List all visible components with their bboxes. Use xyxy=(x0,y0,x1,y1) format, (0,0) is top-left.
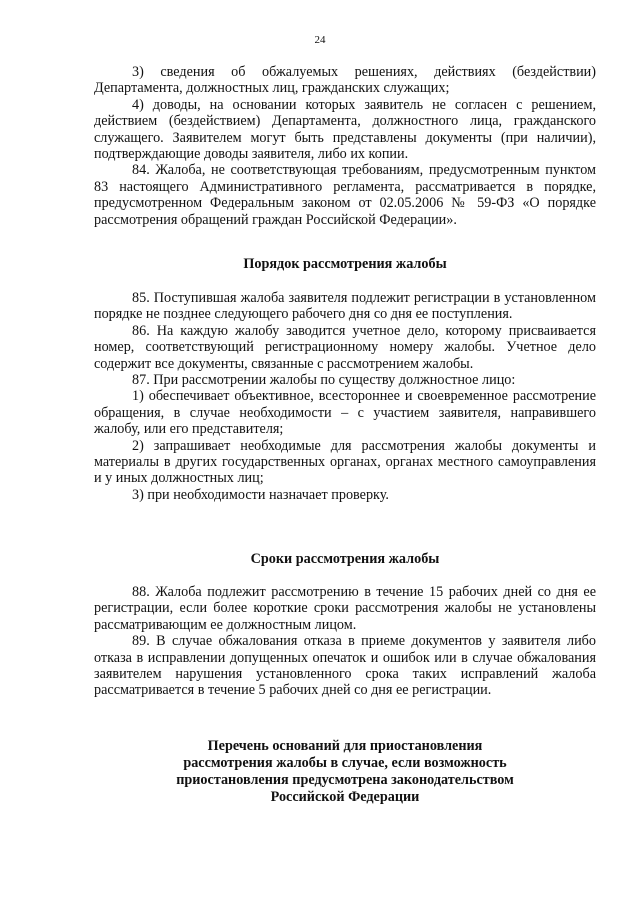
paragraph-86: 86. На каждую жалобу заводится учетное дело, которому присваивается номер, соответствующий регистрационному номеру жалобы. Учетное дело содержит все документы, связанные с рассмотрением жалобы. xyxy=(94,322,596,372)
paragraph-item-4: 4) доводы, на основании которых заявитель не согласен с решением, действием (бездействием) Департамента, должностного лица, гражданского служащего. Заявителем могут быть представлены документы (при наличии), подтверждающие доводы заявителя, либо их копии. xyxy=(94,96,596,163)
paragraph-87-item-2: 2) запрашивает необходимые для рассмотрения жалобы документы и материалы в других государственных органах, органах местного самоуправления и у иных должностных лиц; xyxy=(94,437,596,487)
heading-line: Перечень оснований для приостановления xyxy=(207,738,483,754)
paragraph-87-item-3: 3) при необходимости назначает проверку. xyxy=(132,486,389,503)
text-block-complaint-content xyxy=(94,64,596,228)
paragraph-84: 84. Жалоба, не соответствующая требованиям, предусмотренным пунктом 83 настоящего Административного регламента, рассматривается в порядке, предусмотренном Федеральным законом от 02.05.2006 № 59-ФЗ «О порядке рассмотрения обращений граждан Российской Федерации». xyxy=(94,162,596,228)
paragraph-87-item-1: 1) обеспечивает объективное, всестороннее и своевременное рассмотрение обращения, в случае необходимости – с участием заявителя, направившего жалобу, или его представителя; xyxy=(94,388,596,438)
heading-line: Российской Федерации xyxy=(270,789,420,805)
paragraph-item-3: 3) сведения об обжалуемых решениях, действиях (бездействии) Департамента, должностных лиц, гражданских служащих; xyxy=(94,64,596,97)
paragraph-85: 85. Поступившая жалоба заявителя подлежит регистрации в установленном порядке не позднее следующего рабочего дня со дня ее поступления. xyxy=(94,290,596,323)
paragraph-87: 87. При рассмотрении жалобы по существу должностное лицо: xyxy=(132,372,516,389)
paragraph-88: 88. Жалоба подлежит рассмотрению в течение 15 рабочих дней со дня ее регистрации, если более короткие сроки рассмотрения жалобы не установлены рассматривающим ее должностным лицом. xyxy=(94,584,596,633)
section-heading-review-procedure: Порядок рассмотрения жалобы xyxy=(243,256,447,272)
paragraph-89: 89. В случае обжалования отказа в приеме документов у заявителя либо отказа в исправлении допущенных опечаток и ошибок или в случае обжалования заявителем нарушения установленного срока таких исправлений жалоба рассматривается в течение 5 рабочих дней со дня ее регистрации. xyxy=(94,633,596,699)
heading-line: рассмотрения жалобы в случае, если возможность xyxy=(183,755,507,771)
page-number: 24 xyxy=(314,34,326,46)
text-block-review-terms xyxy=(94,584,596,699)
section-heading-suspension-grounds xyxy=(94,738,596,806)
heading-line: приостановления предусмотрена законодательством xyxy=(176,772,514,788)
section-heading-review-terms: Сроки рассмотрения жалобы xyxy=(250,551,440,567)
text-block-review-procedure xyxy=(94,290,596,503)
